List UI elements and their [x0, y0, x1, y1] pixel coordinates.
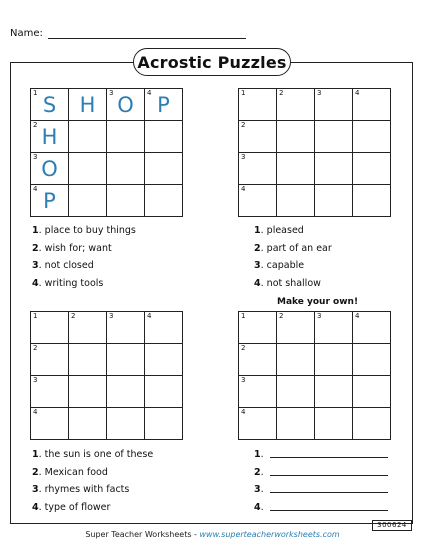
clue-number: 3	[241, 376, 246, 384]
grid-cell[interactable]	[69, 185, 107, 217]
grid-cell[interactable]	[69, 344, 107, 376]
clue-number: 1	[33, 89, 38, 97]
grid-cell[interactable]	[145, 408, 183, 440]
grid-cell[interactable]	[69, 376, 107, 408]
answer-letter: H	[41, 125, 58, 149]
clue-number: 4	[355, 312, 360, 320]
grid-cell[interactable]	[239, 121, 277, 153]
grid-cell[interactable]	[145, 153, 183, 185]
clue-number: 2	[241, 121, 246, 129]
answer-letter: H	[79, 93, 96, 117]
clue-item: 4. type of flower	[32, 501, 111, 513]
grid-cell[interactable]	[315, 408, 353, 440]
clue-list-2	[254, 222, 332, 292]
grid-cell[interactable]	[107, 312, 145, 344]
clue-item: 3. rhymes with facts	[32, 484, 130, 495]
grid-cell[interactable]	[107, 344, 145, 376]
clue-list-3	[32, 446, 153, 516]
grid-cell[interactable]	[69, 153, 107, 185]
clue-number: 4	[241, 185, 246, 193]
grid-cell[interactable]	[353, 153, 391, 185]
clue-number: 3	[33, 376, 38, 384]
grid-cell[interactable]	[145, 344, 183, 376]
grid-cell[interactable]	[31, 312, 69, 344]
grid-cell[interactable]	[145, 312, 183, 344]
clue-item: 3. capable	[254, 260, 305, 271]
clue-item: 1. place to buy things	[32, 225, 136, 236]
name-field-line[interactable]	[48, 38, 246, 39]
answer-letter: P	[43, 189, 56, 213]
grid-cell[interactable]	[145, 121, 183, 153]
clue-number: 4	[147, 312, 152, 320]
grid-cell[interactable]	[315, 89, 353, 121]
make-your-own-heading: Make your own!	[277, 297, 359, 307]
grid-cell[interactable]	[239, 344, 277, 376]
clue-number: 4	[241, 408, 246, 416]
grid-cell[interactable]	[353, 376, 391, 408]
grid-cell[interactable]	[107, 408, 145, 440]
clue-number: 4	[33, 185, 38, 193]
clue-number: 1	[241, 89, 246, 97]
grid-cell[interactable]	[277, 121, 315, 153]
grid-cell[interactable]	[239, 89, 277, 121]
clue-number: 2	[279, 312, 284, 320]
clue-number: 2	[33, 121, 38, 129]
clue-number: 4	[147, 89, 152, 97]
clue-item: 3.	[254, 481, 388, 499]
grid-cell[interactable]	[277, 89, 315, 121]
grid-cell[interactable]	[277, 153, 315, 185]
answer-letter: O	[41, 157, 58, 181]
grid-cell[interactable]	[31, 376, 69, 408]
puzzle-grid-1	[30, 88, 183, 217]
grid-cell[interactable]	[145, 376, 183, 408]
grid-cell[interactable]	[277, 312, 315, 344]
grid-cell[interactable]	[239, 153, 277, 185]
grid-cell[interactable]	[31, 121, 69, 153]
grid-cell[interactable]	[107, 185, 145, 217]
grid-cell[interactable]	[31, 89, 69, 121]
grid-cell[interactable]	[277, 344, 315, 376]
grid-cell[interactable]	[277, 185, 315, 217]
clue-item: 1.	[254, 446, 388, 464]
grid-cell[interactable]	[239, 408, 277, 440]
grid-cell[interactable]	[107, 121, 145, 153]
clue-write-line[interactable]	[270, 510, 388, 511]
grid-cell[interactable]	[353, 344, 391, 376]
clue-number: 2	[279, 89, 284, 97]
grid-cell[interactable]	[353, 121, 391, 153]
clue-number: 4	[355, 89, 360, 97]
clue-item: 1. the sun is one of these	[32, 449, 154, 460]
clue-list-1	[32, 222, 136, 292]
grid-cell[interactable]	[145, 185, 183, 217]
grid-cell[interactable]	[69, 408, 107, 440]
clue-number: 1	[241, 312, 246, 320]
clue-item: 4.	[254, 499, 388, 517]
grid-cell[interactable]	[353, 312, 391, 344]
clue-write-line[interactable]	[270, 492, 388, 493]
footer-brand: Super Teacher Worksheets -	[85, 530, 200, 539]
answer-letter: S	[42, 93, 57, 117]
answer-letter: P	[157, 93, 170, 117]
grid-cell[interactable]	[31, 344, 69, 376]
grid-cell[interactable]	[315, 121, 353, 153]
clue-number: 4	[33, 408, 38, 416]
answer-letter: O	[117, 93, 134, 117]
grid-cell[interactable]	[315, 344, 353, 376]
grid-cell[interactable]	[277, 408, 315, 440]
grid-cell[interactable]	[277, 376, 315, 408]
grid-cell[interactable]	[315, 312, 353, 344]
grid-cell[interactable]	[69, 89, 107, 121]
clue-write-line[interactable]	[270, 475, 388, 476]
grid-cell[interactable]	[31, 153, 69, 185]
grid-cell[interactable]	[31, 408, 69, 440]
clue-number: 2	[71, 312, 76, 320]
grid-cell[interactable]	[315, 185, 353, 217]
grid-cell[interactable]	[31, 185, 69, 217]
name-label: Name:	[10, 28, 43, 39]
clue-number: 3	[109, 312, 114, 320]
puzzle-grid-3	[30, 311, 183, 440]
clue-number: 3	[241, 153, 246, 161]
grid-cell[interactable]	[107, 153, 145, 185]
clue-number: 3	[33, 153, 38, 161]
clue-number: 3	[317, 312, 322, 320]
page-title: Acrostic Puzzles	[133, 48, 291, 76]
grid-cell[interactable]	[239, 376, 277, 408]
clue-item: 2. Mexican food	[32, 466, 108, 478]
clue-item: 4. writing tools	[32, 277, 104, 289]
clue-number: 3	[109, 89, 114, 97]
grid-cell[interactable]	[353, 185, 391, 217]
clue-number: 2	[33, 344, 38, 352]
grid-cell[interactable]	[315, 376, 353, 408]
grid-cell[interactable]	[107, 89, 145, 121]
grid-cell[interactable]	[315, 153, 353, 185]
clue-item: 3. not closed	[32, 260, 94, 271]
grid-cell[interactable]	[353, 408, 391, 440]
clue-number: 2	[241, 344, 246, 352]
clue-item: 2.	[254, 464, 388, 482]
clue-list-4	[254, 446, 388, 516]
puzzle-grid-2	[238, 88, 391, 217]
grid-cell[interactable]	[353, 89, 391, 121]
clue-number: 1	[33, 312, 38, 320]
clue-item: 2. part of an ear	[254, 242, 332, 254]
footer	[0, 530, 425, 539]
grid-cell[interactable]	[107, 376, 145, 408]
footer-url-link[interactable]: www.superteacherworksheets.com	[199, 530, 340, 539]
grid-cell[interactable]	[239, 185, 277, 217]
clue-write-line[interactable]	[270, 457, 388, 458]
clue-item: 2. wish for; want	[32, 242, 112, 254]
grid-cell[interactable]	[69, 121, 107, 153]
worksheet-code: 300624	[372, 520, 412, 531]
clue-item: 1. pleased	[254, 225, 304, 236]
puzzle-grid-4	[238, 311, 391, 440]
clue-number: 3	[317, 89, 322, 97]
grid-cell[interactable]	[145, 89, 183, 121]
clue-item: 4. not shallow	[254, 277, 321, 289]
grid-cell[interactable]	[69, 312, 107, 344]
grid-cell[interactable]	[239, 312, 277, 344]
